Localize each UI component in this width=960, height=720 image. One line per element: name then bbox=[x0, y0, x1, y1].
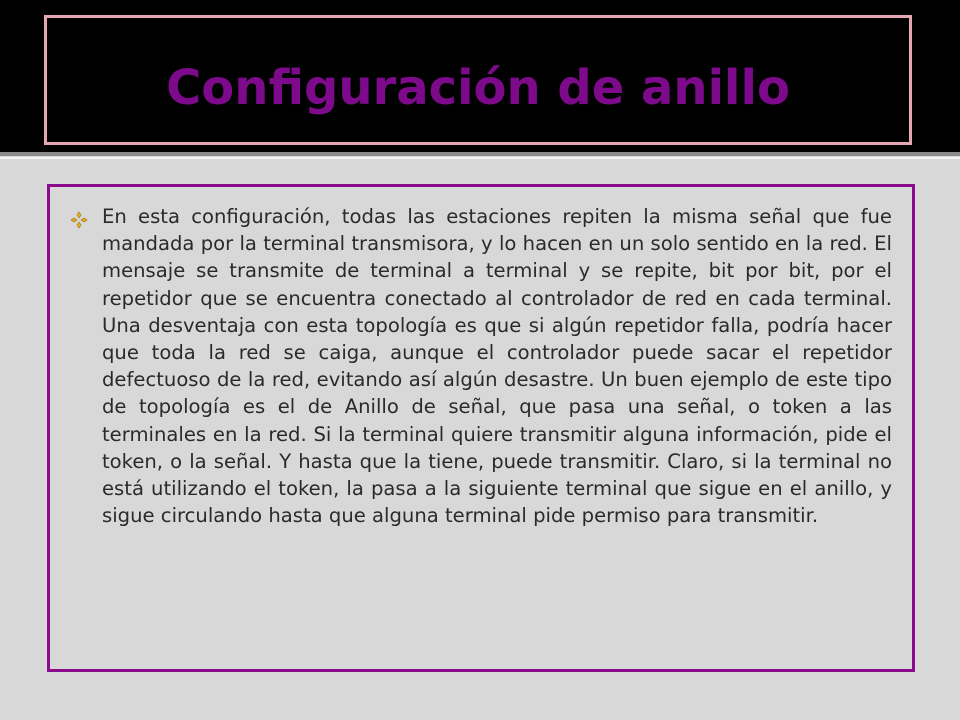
content-placeholder bbox=[47, 184, 915, 672]
bullet-item bbox=[70, 203, 892, 529]
header-divider bbox=[0, 152, 960, 156]
title-placeholder bbox=[44, 15, 912, 145]
header-divider-highlight bbox=[0, 157, 960, 159]
bullet-text: En esta configuración, todas las estaciones repiten la misma señal que fue mandada por la terminal transmisora, y lo hacen en un solo sentido en la red. El mensaje se transmite de terminal a terminal y se repite, bit por bit, por el repetidor que se encuentra conectado al controlador de red en cada terminal. Una desventaja con esta topología es que si algún repetidor falla, podría hacer que toda la red se caiga, aunque el controlador puede sacar el repetidor defectuoso de la red, evitando así algún desastre. Un buen ejemplo de este tipo de topología es el de Anillo de señal, que pasa una señal, o token a las terminales en la red. Si la terminal quiere transmitir alguna información, pide el token, o la señal. Y hasta que la tiene, puede transmitir. Claro, si la terminal no está utilizando el token, la pasa a la siguiente terminal que sigue en el anillo, y sigue circulando hasta que alguna terminal pide permiso para transmitir. bbox=[102, 205, 892, 528]
diamond-bullet-icon bbox=[70, 211, 88, 229]
slide-title: Configuración de anillo bbox=[166, 60, 790, 116]
